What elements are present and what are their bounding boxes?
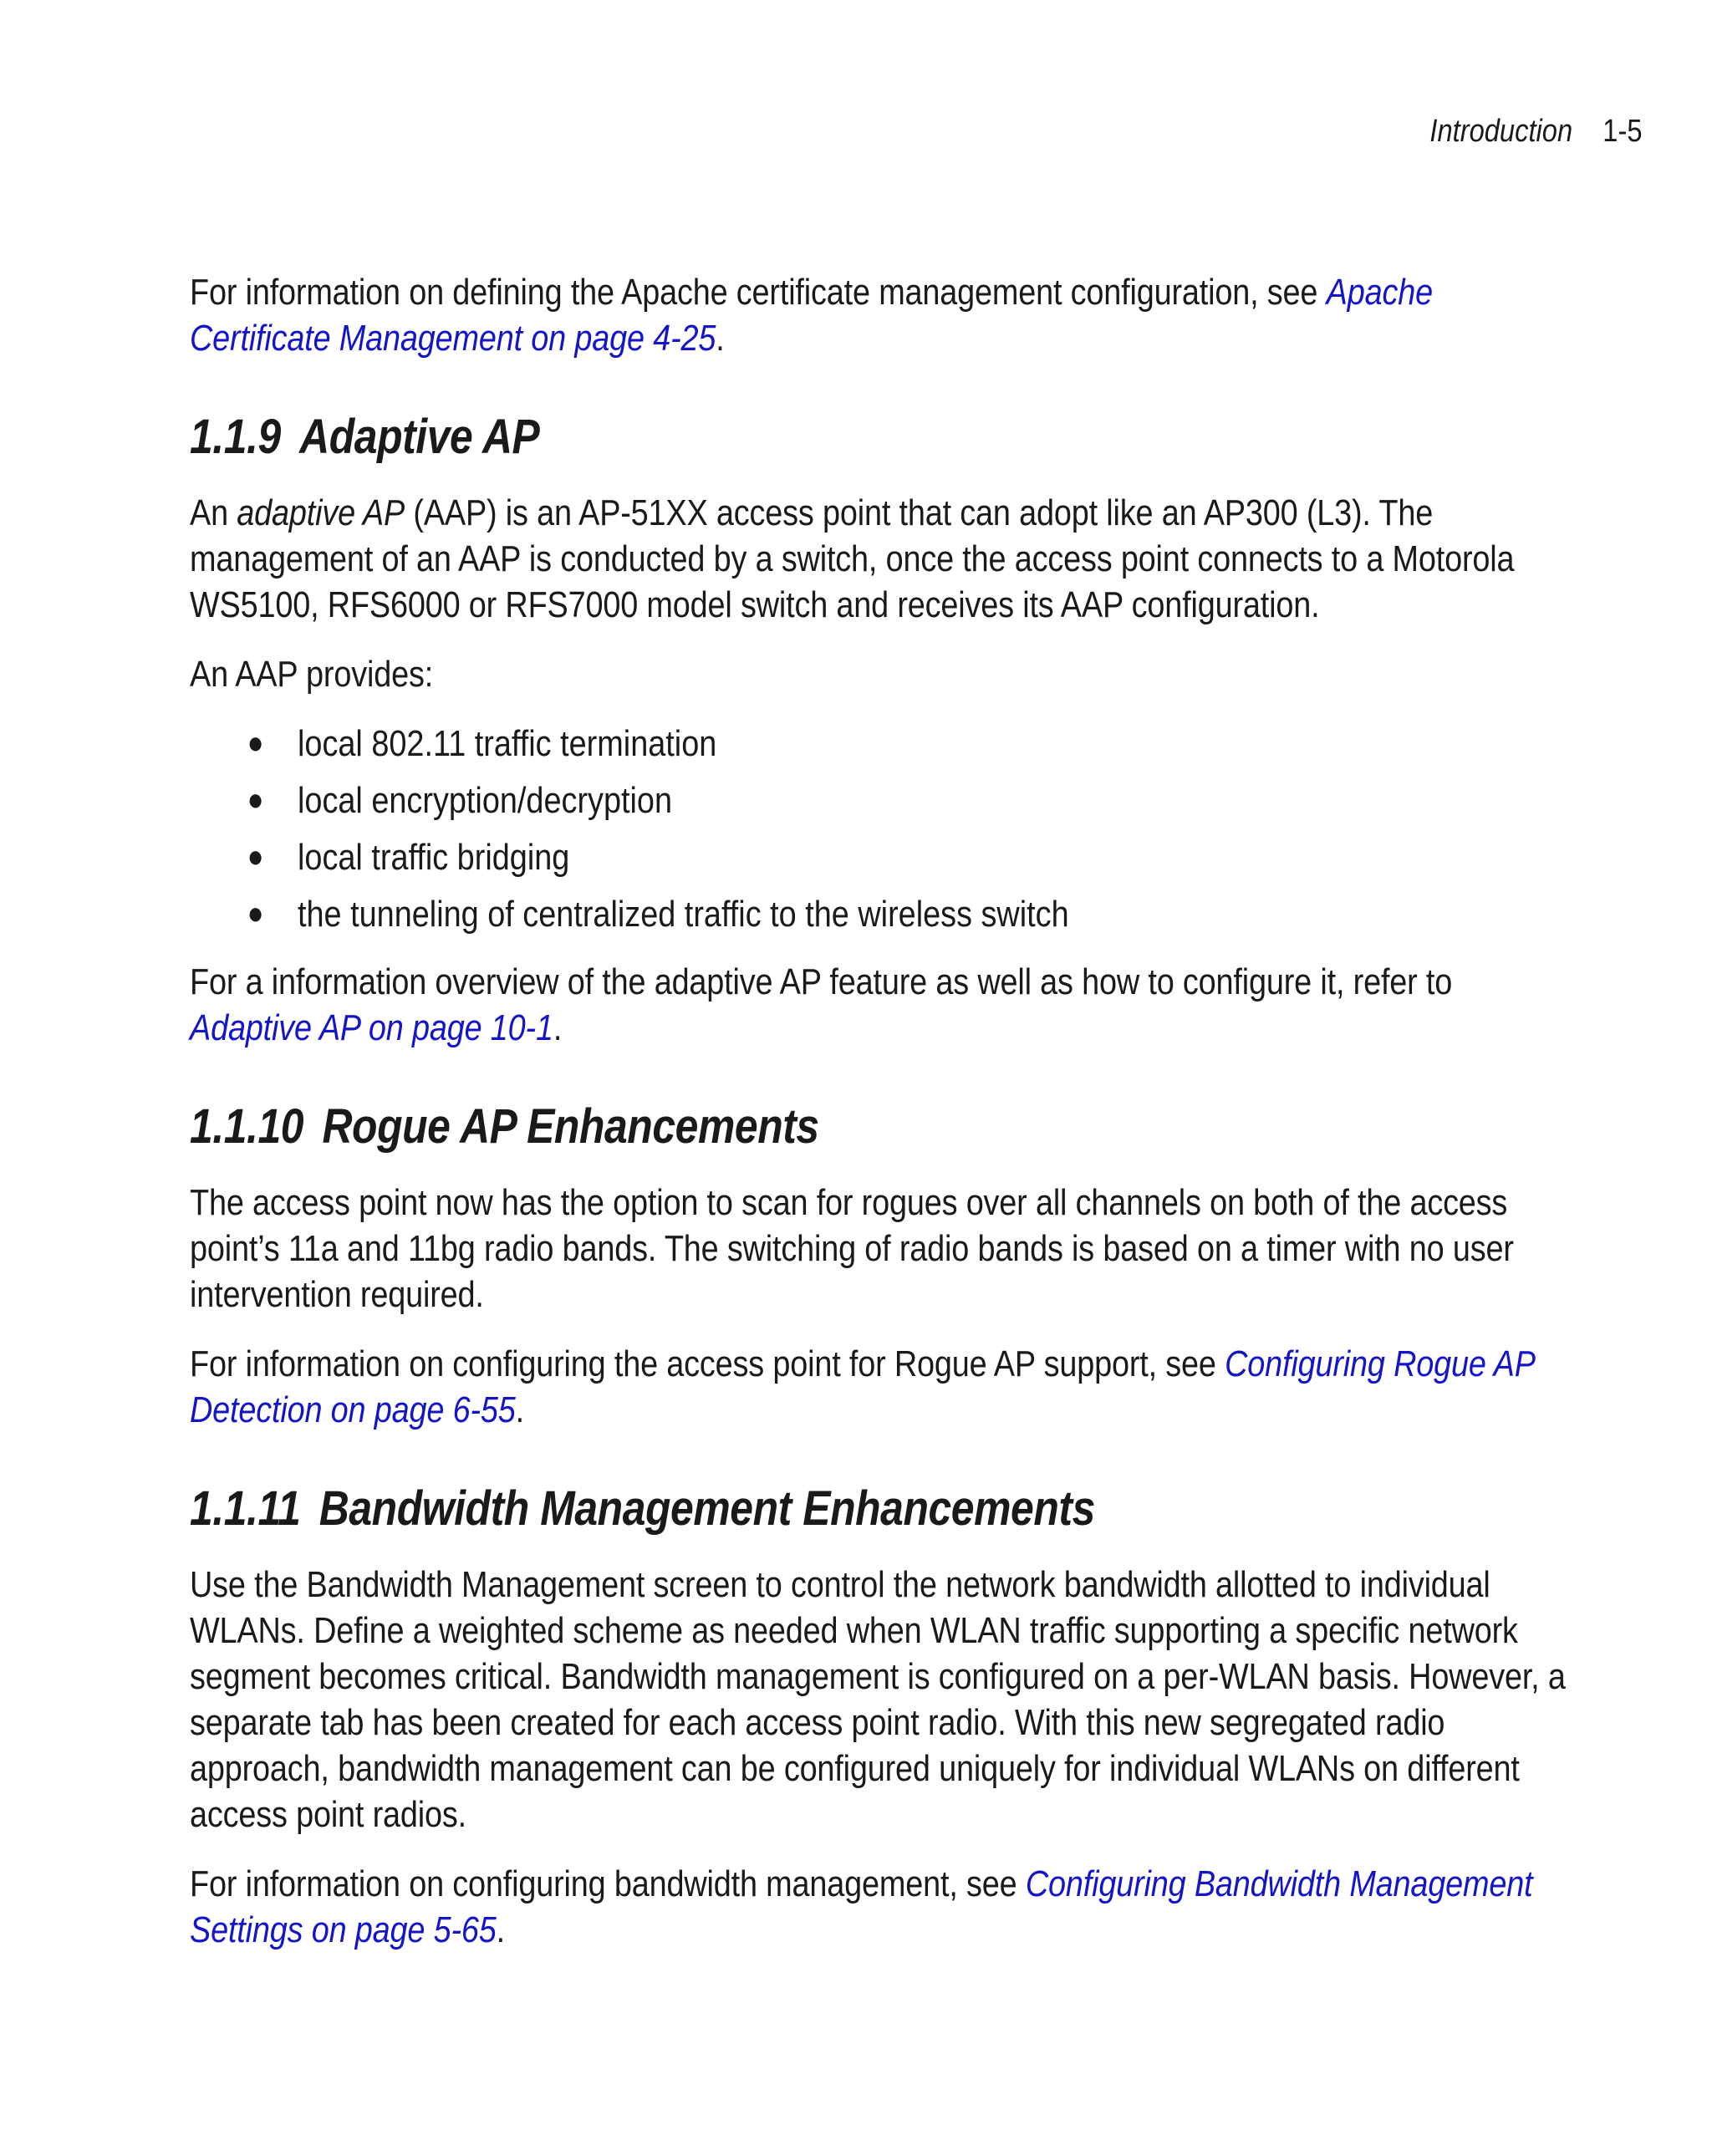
aap-provides-paragraph: An AAP provides: — [190, 654, 434, 695]
list-item — [190, 777, 1577, 823]
adaptive-ap-reference-paragraph — [190, 959, 1577, 1051]
section-number: 1.1.10 — [190, 1099, 304, 1154]
para-end: . — [496, 1909, 506, 1950]
list-item-text: the tunneling of centralized traffic to the wireless switch — [298, 894, 1069, 935]
section-number: 1.1.9 — [190, 410, 281, 464]
page-header — [1429, 114, 1642, 150]
bullet-icon: ● — [247, 726, 264, 761]
intro-paragraph — [190, 269, 1577, 361]
bullet-icon: ● — [247, 839, 264, 874]
list-item-text: local encryption/decryption — [298, 780, 673, 821]
section-number: 1.1.11 — [190, 1481, 301, 1536]
para-end: . — [515, 1389, 524, 1430]
bandwidth-link[interactable]: Configuring Bandwidth Management Settings on page 5-65 — [190, 1863, 1533, 1950]
section-title: Rogue AP Enhancements — [322, 1099, 819, 1154]
para-text: For information on configuring bandwidth management, see — [190, 1863, 1026, 1904]
rogue-ap-link[interactable]: Configuring Rogue AP Detection on page 6-55 — [190, 1343, 1535, 1430]
list-item-text: local traffic bridging — [298, 837, 570, 878]
list-item — [190, 891, 1577, 937]
intro-end: . — [716, 318, 725, 359]
bandwidth-paragraph: Use the Bandwidth Management screen to control the network bandwidth allotted to individual WLANs. Define a weighted scheme as needed when WLAN traffic supporting a specific network segment becomes critical. Bandwidth management is configured on a per-WLAN basis. However, a separate tab has been created for each access point radio. With this new segregated radio approach, bandwidth management can be configured uniquely for individual WLANs on different access point radios. — [190, 1564, 1566, 1835]
list-item — [190, 834, 1577, 880]
header-page-number: 1-5 — [1602, 114, 1642, 149]
bandwidth-reference-paragraph — [190, 1861, 1577, 1953]
bullet-icon: ● — [247, 782, 264, 818]
section-heading-rogue-ap — [190, 1098, 1577, 1156]
bullet-icon: ● — [247, 896, 264, 931]
section-heading-bandwidth — [190, 1480, 1577, 1538]
list-item-text: local 802.11 traffic termination — [298, 723, 717, 764]
intro-text: For information on defining the Apache certificate management configuration, see — [190, 272, 1327, 313]
section-heading-adaptive-ap — [190, 408, 1577, 466]
para-text: For information on configuring the access point for Rogue AP support, see — [190, 1343, 1225, 1384]
aap-feature-list — [190, 721, 1577, 937]
para-text: For a information overview of the adaptive AP feature as well as how to configure it, refer to — [190, 961, 1453, 1002]
term-adaptive-ap: adaptive AP — [237, 492, 405, 533]
para-text: (AAP) is an AP-51XX access point that can adopt like an AP300 (L3). The management of an AAP is conducted by a switch, once the access point connects to a Motorola WS5100, RFS6000 or RFS7000 model switch and receives its AAP configuration. — [190, 492, 1515, 625]
list-item — [190, 721, 1577, 767]
section-title: Adaptive AP — [299, 410, 540, 464]
page-content — [190, 269, 1577, 1976]
header-section-name: Introduction — [1429, 114, 1572, 149]
adaptive-ap-paragraph — [190, 490, 1577, 628]
adaptive-ap-link[interactable]: Adaptive AP on page 10-1 — [190, 1007, 553, 1048]
section-title: Bandwidth Management Enhancements — [318, 1481, 1095, 1536]
rogue-ap-paragraph: The access point now has the option to scan for rogues over all channels on both of the access point’s 11a and 11bg radio bands. The switching of radio bands is based on a timer with no user intervention required. — [190, 1182, 1514, 1315]
apache-cert-link[interactable]: Apache Certificate Management on page 4-25 — [190, 272, 1433, 359]
para-end: . — [553, 1007, 563, 1048]
para-text: An — [190, 492, 237, 533]
rogue-ap-reference-paragraph — [190, 1341, 1577, 1433]
